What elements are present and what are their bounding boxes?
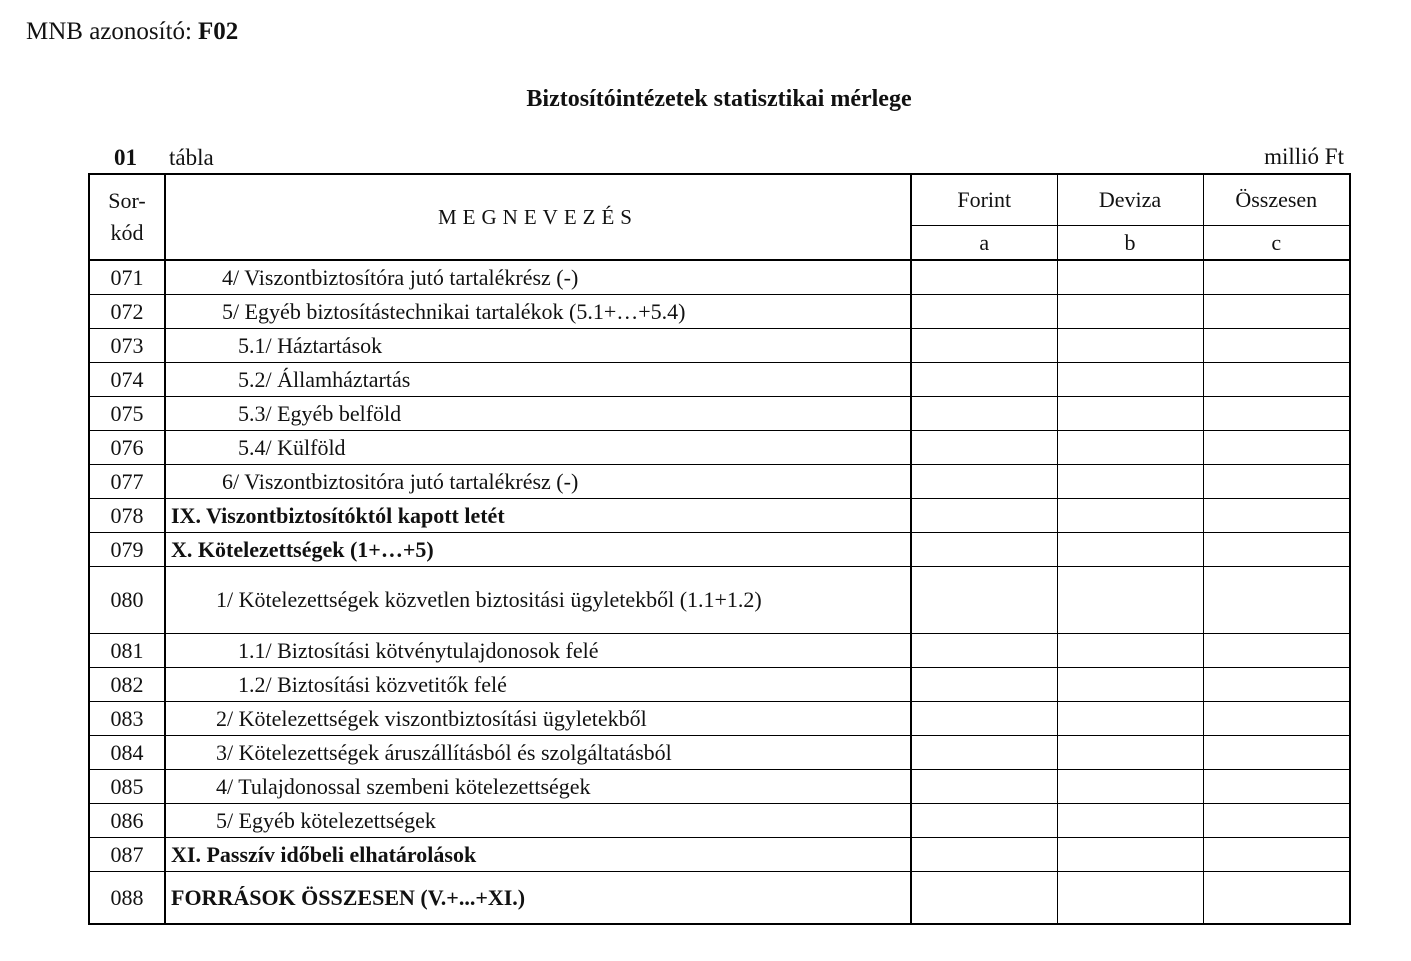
column-letter-c: c — [1203, 226, 1350, 261]
value-cell-forint[interactable] — [911, 499, 1057, 533]
row-code: 075 — [89, 397, 165, 431]
value-cell-deviza[interactable] — [1057, 872, 1203, 925]
value-cell-forint[interactable] — [911, 363, 1057, 397]
value-cell-osszesen[interactable] — [1203, 431, 1350, 465]
value-cell-deviza[interactable] — [1057, 260, 1203, 295]
balance-table — [88, 173, 1351, 925]
value-cell-deviza[interactable] — [1057, 295, 1203, 329]
row-code: 082 — [89, 668, 165, 702]
value-cell-forint[interactable] — [911, 702, 1057, 736]
row-code: 085 — [89, 770, 165, 804]
table-row — [89, 634, 1350, 668]
row-label: 1/ Kötelezettségek közvetlen biztositási ügyletekből (1.1+1.2) — [165, 567, 911, 634]
value-cell-osszesen[interactable] — [1203, 363, 1350, 397]
column-header-deviza: Deviza — [1057, 174, 1203, 226]
unit-label: millió Ft — [1264, 144, 1344, 169]
row-label: 5.2/ Államháztartás — [165, 363, 911, 397]
table-row — [89, 838, 1350, 872]
row-code: 078 — [89, 499, 165, 533]
value-cell-deviza[interactable] — [1057, 465, 1203, 499]
table-number: 01 — [114, 145, 137, 170]
value-cell-osszesen[interactable] — [1203, 397, 1350, 431]
value-cell-deviza[interactable] — [1057, 634, 1203, 668]
table-row — [89, 363, 1350, 397]
value-cell-deviza[interactable] — [1057, 838, 1203, 872]
value-cell-osszesen[interactable] — [1203, 567, 1350, 634]
value-cell-forint[interactable] — [911, 804, 1057, 838]
column-letter-a: a — [911, 226, 1057, 261]
value-cell-osszesen[interactable] — [1203, 260, 1350, 295]
row-label: 6/ Viszontbiztositóra jutó tartalékrész (-) — [165, 465, 911, 499]
row-code: 087 — [89, 838, 165, 872]
column-header-code-line2: kód — [110, 220, 144, 245]
row-label: 5.4/ Külföld — [165, 431, 911, 465]
value-cell-forint[interactable] — [911, 295, 1057, 329]
row-label: 4/ Tulajdonossal szembeni kötelezettségek — [165, 770, 911, 804]
value-cell-forint[interactable] — [911, 431, 1057, 465]
row-label: 3/ Kötelezettségek áruszállításból és szolgáltatásból — [165, 736, 911, 770]
table-row — [89, 770, 1350, 804]
value-cell-forint[interactable] — [911, 736, 1057, 770]
table-row — [89, 804, 1350, 838]
value-cell-osszesen[interactable] — [1203, 295, 1350, 329]
value-cell-deviza[interactable] — [1057, 397, 1203, 431]
column-letter-b: b — [1057, 226, 1203, 261]
value-cell-forint[interactable] — [911, 260, 1057, 295]
row-code: 079 — [89, 533, 165, 567]
table-word: tábla — [169, 145, 214, 170]
row-code: 084 — [89, 736, 165, 770]
row-label: FORRÁSOK ÖSSZESEN (V.+...+XI.) — [165, 872, 911, 925]
value-cell-forint[interactable] — [911, 634, 1057, 668]
value-cell-deviza[interactable] — [1057, 533, 1203, 567]
value-cell-osszesen[interactable] — [1203, 329, 1350, 363]
value-cell-deviza[interactable] — [1057, 363, 1203, 397]
row-label: XI. Passzív időbeli elhatárolások — [165, 838, 911, 872]
row-code: 080 — [89, 567, 165, 634]
value-cell-forint[interactable] — [911, 668, 1057, 702]
row-label: 1.1/ Biztosítási kötvénytulajdonosok felé — [165, 634, 911, 668]
value-cell-osszesen[interactable] — [1203, 770, 1350, 804]
table-row — [89, 499, 1350, 533]
row-code: 071 — [89, 260, 165, 295]
row-code: 077 — [89, 465, 165, 499]
table-row — [89, 465, 1350, 499]
row-code: 074 — [89, 363, 165, 397]
value-cell-osszesen[interactable] — [1203, 736, 1350, 770]
table-row — [89, 431, 1350, 465]
row-label: X. Kötelezettségek (1+…+5) — [165, 533, 911, 567]
column-header-name: MEGNEVEZÉS — [165, 174, 911, 260]
value-cell-osszesen[interactable] — [1203, 499, 1350, 533]
column-header-osszesen: Összesen — [1203, 174, 1350, 226]
value-cell-osszesen[interactable] — [1203, 872, 1350, 925]
table-row — [89, 295, 1350, 329]
value-cell-deviza[interactable] — [1057, 770, 1203, 804]
value-cell-forint[interactable] — [911, 533, 1057, 567]
value-cell-forint[interactable] — [911, 770, 1057, 804]
value-cell-forint[interactable] — [911, 329, 1057, 363]
value-cell-osszesen[interactable] — [1203, 804, 1350, 838]
value-cell-deviza[interactable] — [1057, 736, 1203, 770]
row-code: 076 — [89, 431, 165, 465]
table-row — [89, 260, 1350, 295]
row-code: 083 — [89, 702, 165, 736]
column-header-code-line1: Sor- — [108, 188, 146, 213]
value-cell-osszesen[interactable] — [1203, 668, 1350, 702]
row-code: 081 — [89, 634, 165, 668]
row-code: 086 — [89, 804, 165, 838]
table-row — [89, 533, 1350, 567]
value-cell-osszesen[interactable] — [1203, 465, 1350, 499]
table-header-row — [89, 174, 1350, 226]
value-cell-deviza[interactable] — [1057, 804, 1203, 838]
mnb-identifier-code: F02 — [197, 18, 239, 45]
row-code: 088 — [89, 872, 165, 925]
table-row — [89, 702, 1350, 736]
value-cell-forint[interactable] — [911, 838, 1057, 872]
value-cell-osszesen[interactable] — [1203, 838, 1350, 872]
value-cell-deviza[interactable] — [1057, 431, 1203, 465]
row-label: 2/ Kötelezettségek viszontbiztosítási ügyletekből — [165, 702, 911, 736]
column-header-forint: Forint — [911, 174, 1057, 226]
value-cell-forint[interactable] — [911, 465, 1057, 499]
value-cell-deviza[interactable] — [1057, 702, 1203, 736]
value-cell-osszesen[interactable] — [1203, 702, 1350, 736]
table-row — [89, 668, 1350, 702]
mnb-identifier — [26, 16, 238, 48]
value-cell-forint[interactable] — [911, 872, 1057, 925]
column-header-code — [89, 174, 165, 260]
row-code: 073 — [89, 329, 165, 363]
value-cell-osszesen[interactable] — [1203, 634, 1350, 668]
value-cell-deviza[interactable] — [1057, 329, 1203, 363]
value-cell-deviza[interactable] — [1057, 567, 1203, 634]
table-row — [89, 567, 1350, 634]
value-cell-deviza[interactable] — [1057, 499, 1203, 533]
value-cell-deviza[interactable] — [1057, 668, 1203, 702]
row-label: 5.3/ Egyéb belföld — [165, 397, 911, 431]
value-cell-osszesen[interactable] — [1203, 533, 1350, 567]
table-row — [89, 329, 1350, 363]
row-label: 4/ Viszontbiztosítóra jutó tartalékrész (-) — [165, 260, 911, 295]
row-label: 5/ Egyéb biztosítástechnikai tartalékok (5.1+…+5.4) — [165, 295, 911, 329]
value-cell-forint[interactable] — [911, 397, 1057, 431]
value-cell-forint[interactable] — [911, 567, 1057, 634]
row-label: IX. Viszontbiztosítóktól kapott letét — [165, 499, 911, 533]
row-code: 072 — [89, 295, 165, 329]
mnb-identifier-label: MNB azonosító: — [26, 18, 192, 45]
row-label: 5/ Egyéb kötelezettségek — [165, 804, 911, 838]
row-label: 5.1/ Háztartások — [165, 329, 911, 363]
page-title: Biztosítóintézetek statisztikai mérlege — [526, 86, 912, 112]
table-row — [89, 736, 1350, 770]
table-row — [89, 397, 1350, 431]
table-row — [89, 872, 1350, 925]
row-label: 1.2/ Biztosítási közvetitők felé — [165, 668, 911, 702]
